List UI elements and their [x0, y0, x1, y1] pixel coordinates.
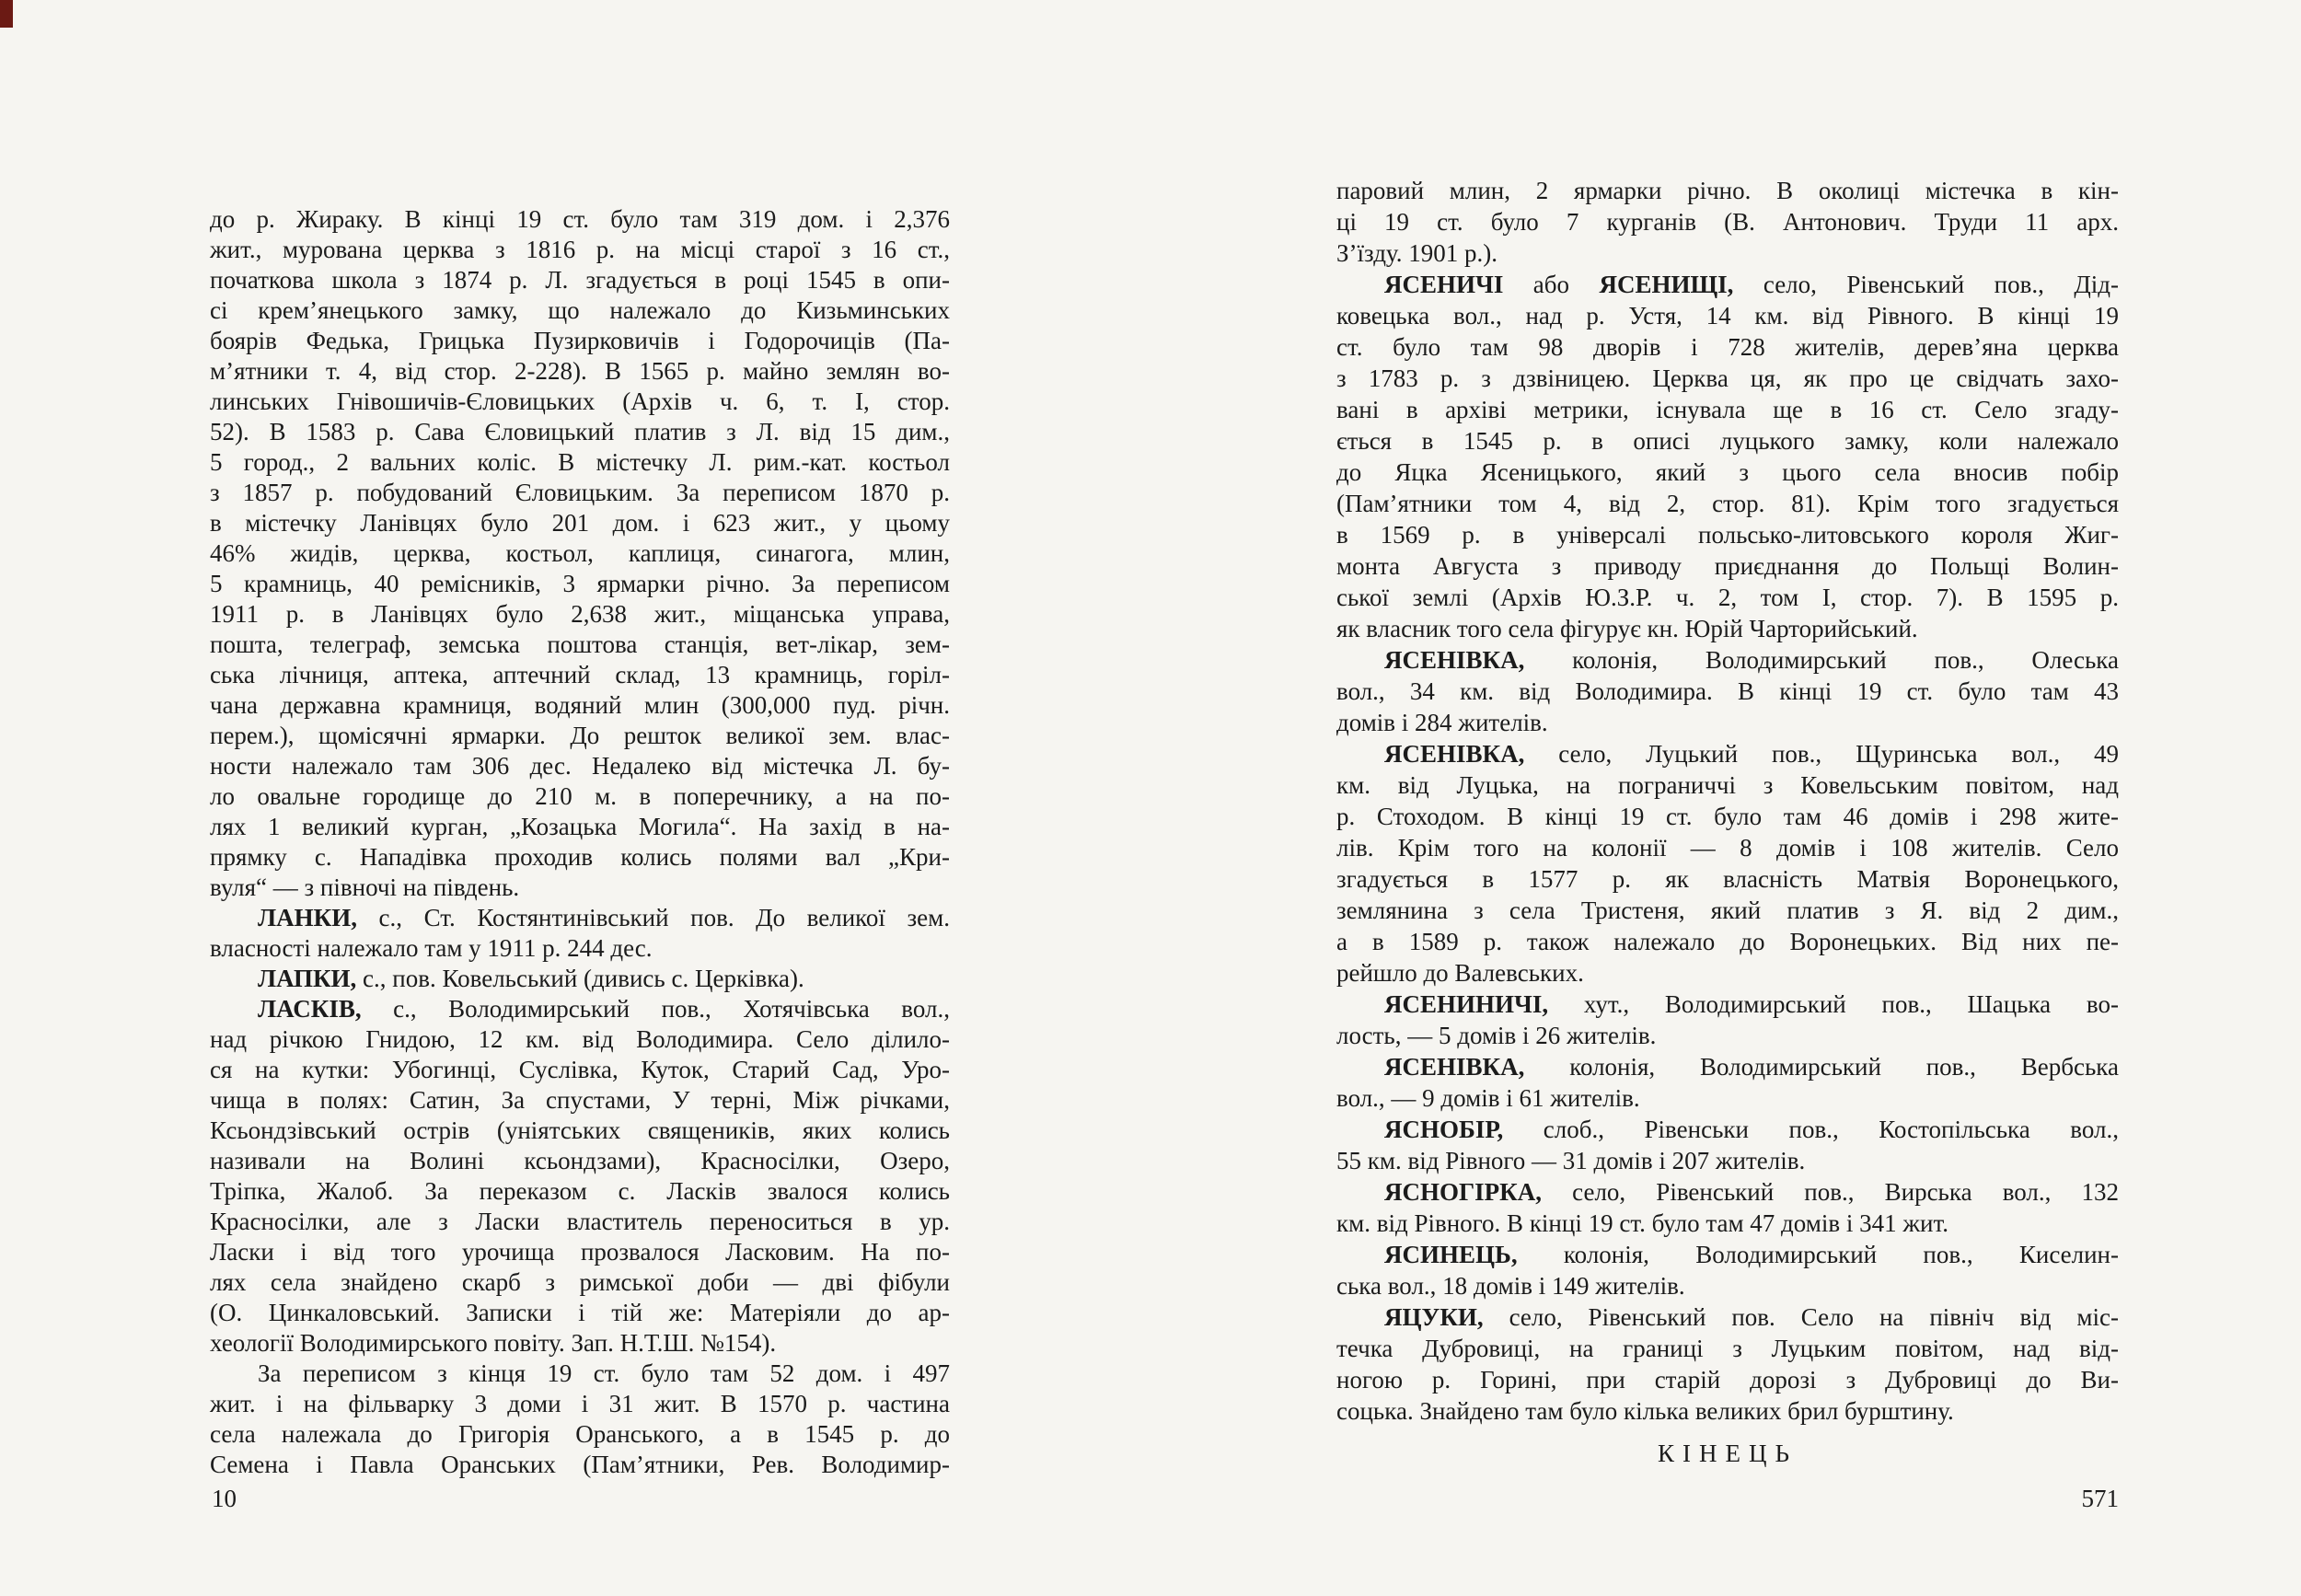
text-segment: село, Рівенський пов., Вирська вол., 132 — [1542, 1178, 2119, 1206]
text-line — [210, 781, 950, 812]
text-line — [1336, 1239, 2119, 1270]
text-segment: хут., Володимирський пов., Шацька во- — [1548, 990, 2119, 1018]
text-line — [210, 1389, 950, 1419]
text-line — [210, 1298, 950, 1328]
text-line — [1336, 1333, 2119, 1364]
text-segment: чища в полях: Сатин, За спустами, У терні, Між річками, — [210, 1086, 950, 1114]
text-segment: власності належало там у 1911 р. 244 дес. — [210, 934, 653, 962]
text-line — [210, 417, 950, 447]
entry-headword: ЯСИНЕЦЬ, — [1384, 1241, 1518, 1268]
text-line — [210, 326, 950, 356]
text-line — [1336, 1082, 2119, 1114]
scan-corner-artifact — [0, 0, 13, 28]
text-line — [210, 812, 950, 842]
text-segment: ська лічниця, аптека, аптечний склад, 13 крамниць, горіл- — [210, 661, 950, 688]
text-line — [210, 1359, 950, 1389]
text-segment: 1911 р. в Ланівцях було 2,638 жит., міщанська управа, — [210, 600, 950, 628]
text-line — [1336, 1114, 2119, 1145]
text-segment: ло овальне городище до 210 м. в поперечнику, а на по- — [210, 782, 950, 810]
text-line — [210, 1419, 950, 1450]
text-segment: рейшло до Валевських. — [1336, 959, 1584, 987]
text-segment: в 1569 р. в універсалі польсько-литовського короля Жиг- — [1336, 521, 2119, 549]
text-segment: 5 крамниць, 40 ремісників, 3 ярмарки річно. За переписом — [210, 570, 950, 597]
text-line — [1336, 300, 2119, 331]
entry-headword: ЯСЕНИЩІ, — [1599, 271, 1734, 298]
text-segment: Ласки і від того урочища прозвалося Ласковим. На по- — [210, 1238, 950, 1266]
text-segment: с., Ст. Костянтинівський пов. До великої зем. — [356, 904, 950, 931]
text-line — [1336, 331, 2119, 363]
text-segment: (Пам’ятники том 4, від 2, стор. 81). Крім того згадується — [1336, 490, 2119, 517]
text-segment: хеології Володимирського повіту. Зап. Н.Т.Ш. №154). — [210, 1329, 777, 1357]
text-segment: колонія, Володимирський пов., Киселин- — [1517, 1241, 2119, 1268]
text-line — [210, 1146, 950, 1176]
text-line — [1336, 269, 2119, 300]
text-segment: с., пов. Ковельський (дивись с. Церківка). — [356, 965, 804, 992]
text-line — [210, 265, 950, 295]
text-segment: вол., — 9 домів і 61 жителів. — [1336, 1084, 1640, 1112]
text-segment: м’ятники т. 4, від стор. 2-228). В 1565 р. майно землян во- — [210, 357, 950, 385]
text-line — [210, 842, 950, 873]
text-line — [1336, 425, 2119, 457]
text-segment: чана державна крамниця, водяний млин (300,000 пуд. річн. — [210, 691, 950, 719]
text-line — [210, 204, 950, 235]
text-segment: пошта, телеграф, земська поштова станція, вет-лікар, зем- — [210, 630, 950, 658]
text-segment: ности належало там 306 дес. Недалеко від містечка Л. бу- — [210, 752, 950, 780]
entry-headword: ЛАПКИ, — [258, 965, 357, 992]
text-line — [210, 690, 950, 721]
text-segment: до р. Жираку. В кінці 19 ст. було там 319 дом. і 2,376 — [210, 205, 950, 233]
text-segment: с., Володимирський пов., Хотячівська вол., — [361, 995, 950, 1023]
text-line — [1336, 613, 2119, 644]
text-line — [1336, 707, 2119, 738]
entry-headword: ЯСЕНІВКА, — [1384, 740, 1525, 768]
text-line — [210, 538, 950, 569]
text-segment: вуля“ — з півночі на південь. — [210, 873, 520, 901]
text-line — [210, 873, 950, 903]
text-segment: Тріпка, Жалоб. За переказом с. Ласків звалося колись — [210, 1177, 950, 1205]
text-line — [1336, 738, 2119, 769]
text-line — [1336, 457, 2119, 488]
text-line — [1336, 801, 2119, 832]
text-segment: ці 19 ст. було 7 курганів (В. Антонович. Труди 11 арх. — [1336, 208, 2119, 236]
text-segment: колонія, Володимирський пов., Вербська — [1524, 1053, 2119, 1081]
text-line — [210, 569, 950, 599]
text-line — [210, 295, 950, 326]
entry-headword: ЯСЕНИЧІ — [1384, 271, 1504, 298]
text-line — [1336, 1208, 2119, 1239]
text-line — [210, 235, 950, 265]
text-segment: паровий млин, 2 ярмарки річно. В околиці містечка в кін- — [1336, 177, 2119, 204]
ending-label — [1336, 1438, 2119, 1469]
text-segment: 5 город., 2 вальних коліс. В містечку Л. рим.-кат. костьол — [210, 448, 950, 476]
text-segment: ся на кутки: Убогинці, Суслівка, Куток, Старий Сад, Уро- — [210, 1056, 950, 1083]
text-segment: над річкою Гнидою, 12 км. від Володимира. Село ділило- — [210, 1025, 950, 1053]
text-line — [1336, 926, 2119, 957]
text-line — [210, 1267, 950, 1298]
text-line — [210, 1328, 950, 1359]
text-segment: домів і 284 жителів. — [1336, 709, 1548, 736]
text-line — [1336, 1145, 2119, 1176]
text-line — [1336, 644, 2119, 676]
text-line — [1336, 550, 2119, 582]
entry-headword: ЛАНКИ, — [258, 904, 357, 931]
text-line — [1336, 363, 2119, 394]
text-line — [1336, 1051, 2119, 1082]
text-line — [1336, 237, 2119, 269]
text-segment: км. від Луцька, на пограниччі з Ковельським повітом, над — [1336, 771, 2119, 799]
text-line — [1336, 863, 2119, 895]
text-segment: називали на Волині ксьондзами), Красносілки, Озеро, — [210, 1147, 950, 1174]
text-segment: з 1857 р. побудований Єловицьким. За переписом 1870 р. — [210, 479, 950, 506]
text-line — [1336, 989, 2119, 1020]
text-line — [210, 751, 950, 781]
text-segment: ської землі (Архів Ю.З.Р. ч. 2, том I, стор. 7). В 1595 р. — [1336, 584, 2119, 611]
text-segment: село, Рівенський пов., Дід- — [1733, 271, 2119, 298]
text-segment: до Яцка Ясеницького, який з цього села вносив побір — [1336, 458, 2119, 486]
text-segment: монта Августа з приводу приєднання до Польщі Волин- — [1336, 552, 2119, 580]
text-line — [1336, 676, 2119, 707]
text-segment: КІНЕЦЬ — [1658, 1440, 1798, 1467]
text-segment: село, Рівенський пов. Село на північ від міс- — [1483, 1303, 2119, 1331]
text-segment: лость, — 5 домів і 26 жителів. — [1336, 1022, 1657, 1049]
text-line — [210, 478, 950, 508]
entry-headword: ЯЦУКИ, — [1384, 1303, 1484, 1331]
text-segment: ковецька вол., над р. Устя, 14 км. від Рівного. В кінці 19 — [1336, 302, 2119, 330]
text-segment: згадується в 1577 р. як власність Матвія Воронецького, — [1336, 865, 2119, 893]
text-segment: (О. Цинкаловський. Записки і тій же: Матеріяли до ар- — [210, 1299, 950, 1326]
text-line — [210, 1237, 950, 1267]
text-line — [1336, 519, 2119, 550]
text-line — [210, 1450, 950, 1480]
text-line — [1336, 1364, 2119, 1395]
text-line — [1336, 1301, 2119, 1333]
text-segment: соцька. Знайдено там було кілька великих брил бурштину. — [1336, 1397, 1954, 1425]
text-segment: а в 1589 р. також належало до Воронецьких. Від них пе- — [1336, 928, 2119, 955]
text-segment: ється в 1545 р. в описі луцького замку, коли належало — [1336, 427, 2119, 455]
text-segment: течка Дубровиці, на границі з Луцьким повітом, над від- — [1336, 1335, 2119, 1362]
text-segment: початкова школа з 1874 р. Л. згадується в році 1545 в опи- — [210, 266, 950, 294]
text-line — [210, 933, 950, 964]
text-line — [1336, 582, 2119, 613]
text-line — [210, 599, 950, 630]
text-line — [210, 660, 950, 690]
entry-headword: ЯСЕНІВКА, — [1384, 646, 1525, 674]
text-line — [210, 356, 950, 387]
text-segment: сі крем’янецького замку, що належало до Кизьминських — [210, 296, 950, 324]
text-line — [210, 1024, 950, 1055]
text-line — [210, 508, 950, 538]
text-line — [210, 1055, 950, 1085]
entry-headword: ЛАСКІВ, — [258, 995, 362, 1023]
text-line — [210, 630, 950, 660]
text-segment: ська вол., 18 домів і 149 жителів. — [1336, 1272, 1685, 1300]
text-segment: з 1783 р. з дзвіницею. Церква ця, як про це свідчать захо- — [1336, 364, 2119, 392]
text-segment: ногою р. Горині, при старій дорозі з Дубровиці до Ви- — [1336, 1366, 2119, 1394]
text-line — [1336, 206, 2119, 237]
entry-headword: ЯСНОГІРКА, — [1384, 1178, 1543, 1206]
text-segment: слоб., Рівенськи пов., Костопільська вол., — [1503, 1116, 2119, 1143]
text-segment: линських Гнівошичів-Єловицьких (Архів ч. 6, т. I, стор. — [210, 387, 950, 415]
text-line — [210, 721, 950, 751]
entry-headword: ЯСНОБІР, — [1384, 1116, 1504, 1143]
text-line — [1336, 769, 2119, 801]
text-line — [1336, 957, 2119, 989]
text-segment: як власник того села фігурує кн. Юрій Чарторийський. — [1336, 615, 1918, 642]
text-segment: Ксьондзівський острів (уніятських священиків, яких колись — [210, 1116, 950, 1144]
text-line — [210, 1116, 950, 1146]
right-page-number: 571 — [2081, 1485, 2119, 1512]
text-line — [1336, 175, 2119, 206]
text-segment: км. від Рівного. В кінці 19 ст. було там 47 домів і 341 жит. — [1336, 1209, 1948, 1237]
text-segment: 46% жидів, церква, костьол, каплиця, синагога, млин, — [210, 539, 950, 567]
text-segment: Семена і Павла Оранських (Пам’ятники, Рев. Володимир- — [210, 1451, 950, 1478]
text-segment: лях села знайдено скарб з римської доби — дві фібули — [210, 1268, 950, 1296]
text-segment: перем.), щомісячні ярмарки. До решток великої зем. влас- — [210, 722, 950, 749]
left-page-text-column — [210, 204, 950, 1480]
text-line — [210, 447, 950, 478]
text-line — [210, 903, 950, 933]
text-segment: прямку с. Нападівка проходив колись полями вал „Кри- — [210, 843, 950, 871]
text-segment: землянина з села Тристеня, який платив з Я. від 2 дим., — [1336, 896, 2119, 924]
entry-headword: ЯСЕНІВКА, — [1384, 1053, 1525, 1081]
text-line — [210, 1207, 950, 1237]
text-segment: вол., 34 км. від Володимира. В кінці 19 ст. було там 43 — [1336, 677, 2119, 705]
text-line — [1336, 1270, 2119, 1301]
text-segment: За переписом з кінця 19 ст. було там 52 дом. і 497 — [258, 1359, 950, 1387]
text-line — [210, 964, 950, 994]
text-segment: Красносілки, але з Ласки властитель переноситься в ур. — [210, 1208, 950, 1235]
text-segment: лях 1 великий курган, „Козацька Могила“. На захід в на- — [210, 813, 950, 840]
text-segment: вані в архіві метрики, існувала ще в 16 ст. Село згаду- — [1336, 396, 2119, 423]
text-segment: 52). В 1583 р. Сава Єловицький платив з Л. від 15 дим., — [210, 418, 950, 445]
text-line — [1336, 488, 2119, 519]
text-segment: 55 км. від Рівного — 31 домів і 207 жителів. — [1336, 1147, 1806, 1174]
text-segment: лів. Крім того на колонії — 8 домів і 108 жителів. Село — [1336, 834, 2119, 862]
entry-headword: ЯСЕНИНИЧІ, — [1384, 990, 1549, 1018]
text-segment: жит., мурована церква з 1816 р. на місці старої з 16 ст., — [210, 236, 950, 263]
text-segment: ст. було там 98 дворів і 728 жителів, дерев’яна церква — [1336, 333, 2119, 361]
text-line — [210, 994, 950, 1024]
text-line — [1336, 1020, 2119, 1051]
text-segment: або — [1503, 271, 1600, 298]
text-line — [210, 1176, 950, 1207]
text-segment: села належала до Григорія Оранського, а в 1545 р. до — [210, 1420, 950, 1448]
text-line — [1336, 1395, 2119, 1427]
text-segment: в містечку Ланівцях було 201 дом. і 623 жит., у цьому — [210, 509, 950, 537]
left-page-number: 10 — [212, 1485, 237, 1512]
text-segment: З’їзду. 1901 р.). — [1336, 239, 1497, 267]
text-segment: село, Луцький пов., Щуринська вол., 49 — [1524, 740, 2119, 768]
text-line — [210, 1085, 950, 1116]
text-segment: колонія, Володимирський пов., Олеська — [1524, 646, 2119, 674]
text-line — [210, 387, 950, 417]
text-line — [1336, 394, 2119, 425]
text-line — [1336, 895, 2119, 926]
text-segment: боярів Федька, Грицька Пузирковичів і Годорочиців (Па- — [210, 327, 950, 354]
text-segment: р. Стоходом. В кінці 19 ст. було там 46 домів і 298 жите- — [1336, 803, 2119, 830]
right-page-text-column — [1336, 175, 2119, 1469]
text-line — [1336, 1176, 2119, 1208]
text-line — [1336, 832, 2119, 863]
text-segment: жит. і на фільварку 3 доми і 31 жит. В 1570 р. частина — [210, 1390, 950, 1417]
